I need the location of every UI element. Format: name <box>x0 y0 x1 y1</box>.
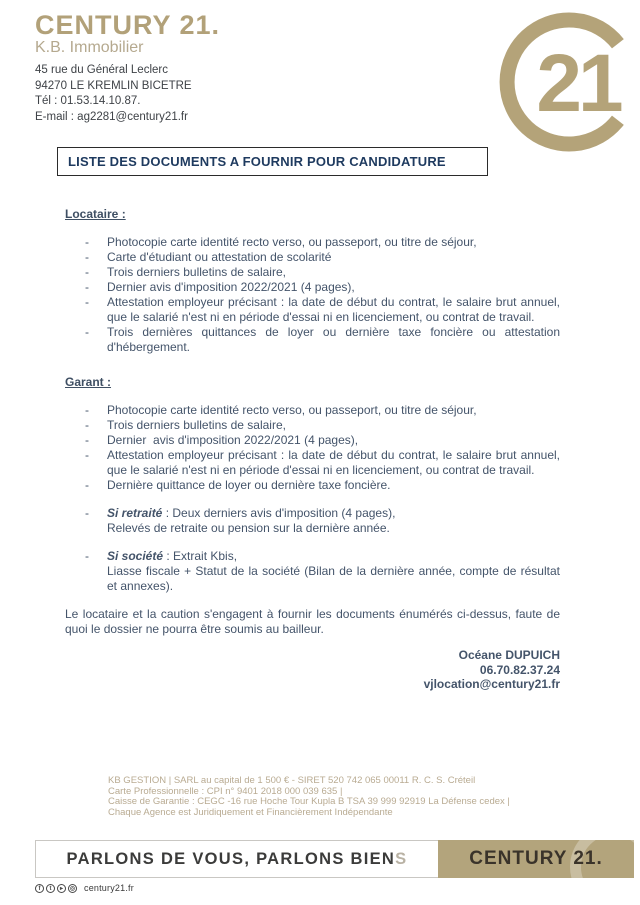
list-item <box>65 433 560 448</box>
legal-line: Carte Professionnelle : CPI n° 9401 2018 000 039 635 | <box>108 785 343 797</box>
list-item <box>65 235 560 250</box>
item-lead-label: Si retraité <box>107 506 163 520</box>
banner-slogan-box <box>35 840 438 878</box>
sections-container <box>65 207 564 594</box>
list-item <box>65 448 564 478</box>
list-item <box>65 325 564 355</box>
facebook-icon: f <box>35 884 44 893</box>
bullet-dash: - <box>85 448 89 462</box>
bullet-dash: - <box>85 433 89 447</box>
list-item <box>65 250 560 265</box>
list-item <box>65 418 560 433</box>
banner-brand-box <box>438 840 634 878</box>
bullet-dash: - <box>85 280 89 294</box>
contact-name: Océane DUPUICH <box>458 648 560 662</box>
list-item <box>65 403 560 418</box>
document-section <box>65 375 564 594</box>
social-icons <box>35 884 79 893</box>
closing-paragraph: Le locataire et la caution s'engagent à fournir les documents énumérés ci-dessus, faute de quoi le dossier ne pourra être soumis au bailleur. <box>65 607 560 636</box>
bullet-dash: - <box>85 250 89 264</box>
list-item-text: Dernière quittance de loyer ou dernière taxe foncière. <box>107 478 391 492</box>
agency-address-block <box>35 63 355 125</box>
agency-header <box>35 11 355 125</box>
list-item-text: Dernier avis d'imposition 2022/2021 (4 pages), <box>107 280 355 294</box>
bullet-dash: - <box>85 325 89 339</box>
legal-line: KB GESTION | SARL au capital de 1 500 € - SIRET 520 742 065 00011 R. C. S. Créteil <box>108 775 476 786</box>
legal-line: Caisse de Garantie : CEGC -16 rue Hoche Tour Kupla B TSA 39 999 92919 La Défense cedex | <box>108 796 510 808</box>
youtube-icon: ▸ <box>57 884 66 893</box>
document-section <box>65 207 564 355</box>
list-item <box>65 280 560 295</box>
brand-banner <box>35 840 634 878</box>
list-item-text: Photocopie carte identité recto verso, ou passeport, ou titre de séjour, <box>107 403 477 417</box>
instagram-icon: ◎ <box>69 885 76 892</box>
bullet-dash: - <box>85 506 89 520</box>
contact-block <box>65 648 560 692</box>
list-item-text: Si retraité : Deux derniers avis d'imposition (4 pages), Relevés de retraite ou pension sur la dernière année. <box>107 506 396 535</box>
bullet-dash: - <box>85 235 89 249</box>
section-heading: Garant : <box>65 375 112 389</box>
document-body <box>65 207 564 692</box>
bullet-dash: - <box>85 549 89 563</box>
banner-brand-wordmark: CENTURY 21. <box>469 848 603 869</box>
legal-line: Chaque Agence est Juridiquement et Financièrement Indépendante <box>108 806 393 818</box>
agency-name: K.B. Immobilier <box>35 39 144 56</box>
item-lead-label: Si société <box>107 549 164 563</box>
century21-seal-logo <box>494 4 640 156</box>
contact-phone: 06.70.82.37.24 <box>479 662 560 677</box>
bullet-dash: - <box>85 295 89 309</box>
bullet-dash: - <box>85 403 89 417</box>
list-item <box>65 506 560 536</box>
slogan-main: PARLONS DE VOUS, PARLONS BIEN <box>66 849 396 868</box>
list-item-text: Trois dernières quittances de loyer ou dernière taxe foncière ou attestation d'hébergement. <box>107 325 564 354</box>
section-heading: Locataire : <box>65 207 126 221</box>
list-item-text: Si société : Extrait Kbis, Liasse fiscale + Statut de la société (Bilan de la dernière année, compte de résultat et annexes). <box>107 549 564 593</box>
list-item-text: Trois derniers bulletins de salaire, <box>107 418 286 432</box>
agency-phone: Tél : 01.53.14.10.87. <box>35 95 141 107</box>
agency-brand-wordmark: CENTURY 21. <box>35 10 221 40</box>
contact-email: vjlocation@century21.fr <box>423 677 560 691</box>
list-item <box>65 549 564 594</box>
agency-address-line1: 45 rue du Général Leclerc <box>35 64 168 76</box>
banner-slogan <box>67 850 408 869</box>
list-item-text: Dernier avis d'imposition 2022/2021 (4 pages), <box>107 433 359 447</box>
seal-number: 21 <box>536 38 620 129</box>
c-ring-21-icon <box>494 4 640 156</box>
list-item-text: Carte d'étudiant ou attestation de scolarité <box>107 250 332 264</box>
list-item <box>65 265 560 280</box>
legal-footer <box>108 776 528 818</box>
social-row <box>35 883 134 893</box>
list-item-text: Attestation employeur précisant : la date de début du contrat, le salaire brut annuel, que le salarié n'est ni en période d'essai ni en licenciement, ou contrat de travail. <box>107 448 564 477</box>
bullet-dash: - <box>85 265 89 279</box>
document-title: LISTE DES DOCUMENTS A FOURNIR POUR CANDIDATURE <box>57 147 488 176</box>
agency-email: E-mail : ag2281@century21.fr <box>35 110 188 123</box>
twitter-icon: t <box>46 884 55 893</box>
agency-address-line2: 94270 LE KREMLIN BICETRE <box>35 79 192 92</box>
list-item-text: Trois derniers bulletins de salaire, <box>107 265 286 279</box>
bullet-dash: - <box>85 418 89 432</box>
slogan-last-letter: S <box>395 849 408 868</box>
list-item-text: Attestation employeur précisant : la date de début du contrat, le salaire brut annuel, que le salarié n'est ni en période d'essai ni en licenciement, ou contrat de travail. <box>107 295 564 324</box>
list-item <box>65 478 560 493</box>
list-item <box>65 295 564 325</box>
bullet-dash: - <box>85 478 89 492</box>
website-text: century21.fr <box>84 883 134 893</box>
list-item-text: Photocopie carte identité recto verso, ou passeport, ou titre de séjour, <box>107 235 477 249</box>
